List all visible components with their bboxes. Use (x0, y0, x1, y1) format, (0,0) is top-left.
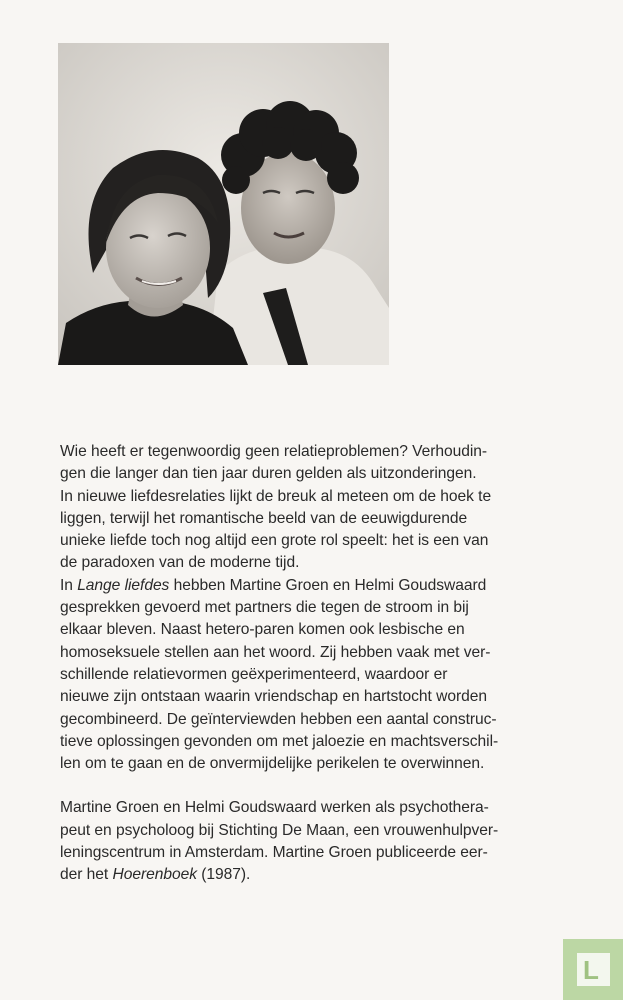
watermark-logo (563, 939, 623, 1000)
paragraph-gap (60, 775, 530, 797)
author-bio-line: Martine Groen en Helmi Goudswaard werken als psychothera- (60, 799, 489, 817)
blurb-line: gen die langer dan tien jaar duren gelden als uitzonderingen. (60, 465, 477, 483)
previous-book-title: Hoerenboek (112, 866, 197, 884)
logo-letter: L (583, 955, 599, 985)
blurb-line: nieuwe zijn ontstaan waarin vriendschap en hartstocht worden (60, 688, 487, 706)
blurb-suffix: hebben Martine Groen en Helmi Goudswaard (169, 576, 487, 594)
author-photo-image (58, 43, 389, 365)
blurb-text (60, 441, 530, 887)
book-title: Lange liefdes (77, 576, 170, 594)
blurb-line: liggen, terwijl het romantische beeld van de eeuwigdurende (60, 509, 468, 527)
bio-prefix: der het (60, 866, 113, 884)
bio-suffix: (1987). (196, 866, 251, 884)
blurb-line: len om te gaan en de onvermijdelijke perikelen te overwinnen. (60, 755, 485, 773)
blurb-line-title (60, 575, 530, 597)
blurb-line: schillende relatievormen geëxperimenteerd, waardoor er (60, 665, 448, 683)
author-bio-line: leningscentrum in Amsterdam. Martine Groen publiceerde eer- (60, 844, 488, 862)
blurb-line: Wie heeft er tegenwoordig geen relatieproblemen? Verhoudin- (60, 443, 488, 460)
blurb-prefix: In (60, 576, 78, 594)
author-photo (58, 43, 389, 365)
author-bio-line-last (60, 864, 530, 886)
blurb-line: de paradoxen van de moderne tijd. (60, 554, 300, 572)
author-bio-line: peut en psycholoog bij Stichting De Maan, een vrouwenhulpver- (60, 821, 499, 839)
blurb-line: In nieuwe liefdesrelaties lijkt de breuk al meteen om de hoek te (60, 487, 492, 505)
blurb-line: unieke liefde toch nog altijd een grote rol speelt: het is een van (60, 532, 489, 550)
blurb-line: elkaar bleven. Naast hetero-paren komen ook lesbische en (60, 621, 465, 639)
blurb-line: homoseksuele stellen aan het woord. Zij hebben vaak met ver- (60, 643, 491, 661)
blurb-line: tieve oplossingen gevonden om met jaloezie en machtsverschil- (60, 732, 499, 750)
blurb-line: gecombineerd. De geïnterviewden hebben een aantal construc- (60, 710, 497, 728)
blurb-line: gesprekken gevoerd met partners die tegen de stroom in bij (60, 599, 469, 617)
